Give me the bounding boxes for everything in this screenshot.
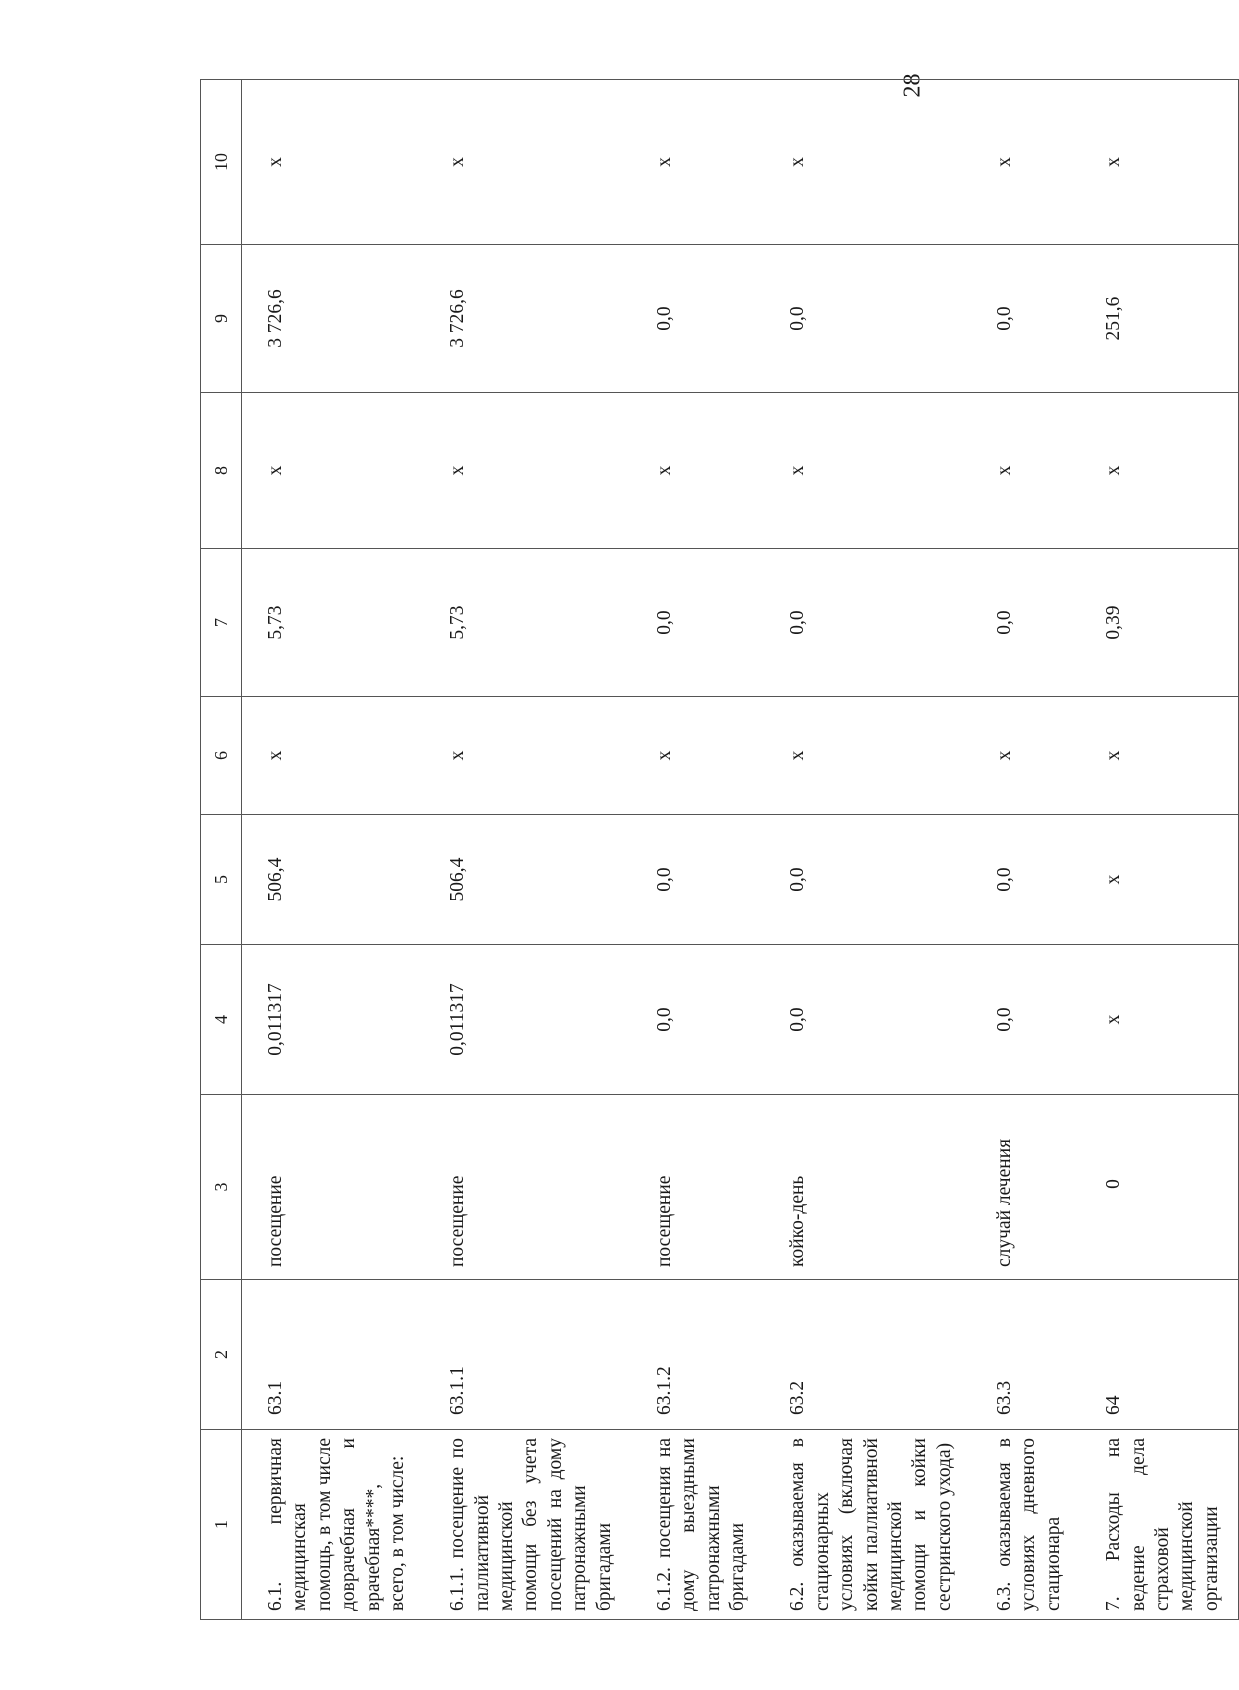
cell: x — [1080, 815, 1238, 945]
cell: 0,011317 — [242, 945, 425, 1095]
table-row — [424, 80, 631, 1620]
cell: 0,39 — [1080, 549, 1238, 697]
row-unit: случай лечения — [971, 1095, 1080, 1280]
row-unit: посещение — [424, 1095, 631, 1280]
cell: 0,0 — [971, 945, 1080, 1095]
cell: x — [631, 697, 765, 815]
column-header: 4 — [201, 945, 242, 1095]
cell: 0,0 — [764, 945, 971, 1095]
row-code: 63.3 — [971, 1280, 1080, 1430]
cell: 5,73 — [424, 549, 631, 697]
row-label: 6.3. оказываемая в условиях дневного стационара — [971, 1430, 1080, 1620]
row-code: 63.1.1 — [424, 1280, 631, 1430]
cell: 506,4 — [424, 815, 631, 945]
table-row — [242, 80, 425, 1620]
cell: 0,0 — [631, 945, 765, 1095]
row-label: 7. Расходы на ведение дела страховой медицинской организации — [1080, 1430, 1238, 1620]
cell: x — [242, 80, 425, 245]
cell: x — [764, 393, 971, 549]
row-unit: посещение — [242, 1095, 425, 1280]
cell: x — [424, 80, 631, 245]
table-row — [971, 80, 1080, 1620]
row-code: 63.1 — [242, 1280, 425, 1430]
row-unit: посещение — [631, 1095, 765, 1280]
cell: 0,011317 — [424, 945, 631, 1095]
cell: x — [764, 697, 971, 815]
cell: 0,0 — [764, 549, 971, 697]
cell: x — [1080, 697, 1238, 815]
cell: x — [1080, 80, 1238, 245]
cell: 0,0 — [631, 245, 765, 393]
row-unit: койко-день — [764, 1095, 971, 1280]
table-row — [631, 80, 765, 1620]
cell: x — [242, 697, 425, 815]
cell: 0,0 — [971, 245, 1080, 393]
cell: x — [424, 697, 631, 815]
cell: x — [424, 393, 631, 549]
row-label: 6.1. первичная медицинская помощь, в том числе доврачебная и врачебная****, всего, в том числе: — [242, 1430, 425, 1620]
cell: 251,6 — [1080, 245, 1238, 393]
column-header: 3 — [201, 1095, 242, 1280]
cell: 3 726,6 — [242, 245, 425, 393]
cell: 0,0 — [631, 549, 765, 697]
column-header: 10 — [201, 80, 242, 245]
table-row — [1080, 80, 1238, 1620]
cell: x — [1080, 945, 1238, 1095]
cell: 506,4 — [242, 815, 425, 945]
column-header: 5 — [201, 815, 242, 945]
cell: 0,0 — [764, 815, 971, 945]
column-header: 9 — [201, 245, 242, 393]
row-label: 6.1.1. посещение по паллиативной медицинской помощи без учета посещений на дому патронажными бригадами — [424, 1430, 631, 1620]
cell: x — [764, 80, 971, 245]
column-header: 6 — [201, 697, 242, 815]
cell: 0,0 — [971, 815, 1080, 945]
cell: 0,0 — [764, 245, 971, 393]
cell: x — [1080, 393, 1238, 549]
row-code: 63.1.2 — [631, 1280, 765, 1430]
header-row — [201, 80, 242, 1620]
page-number: 28 — [899, 73, 926, 98]
cell: x — [971, 80, 1080, 245]
cell: x — [242, 393, 425, 549]
cell: 5,73 — [242, 549, 425, 697]
table-row — [764, 80, 971, 1620]
cell: x — [631, 80, 765, 245]
cell: x — [971, 697, 1080, 815]
column-header: 2 — [201, 1280, 242, 1430]
column-header: 1 — [201, 1430, 242, 1620]
cell: x — [631, 393, 765, 549]
row-unit: 0 — [1080, 1095, 1238, 1280]
cell: 0,0 — [631, 815, 765, 945]
cell: 3 726,6 — [424, 245, 631, 393]
row-label: 6.2. оказываемая в стационарных условиях (включая койки паллиативной медицинской помощи и койки сестринского ухода) — [764, 1430, 971, 1620]
row-label: 6.1.2. посещения на дому выездными патронажными бригадами — [631, 1430, 765, 1620]
column-header: 7 — [201, 549, 242, 697]
rotated-table-container — [200, 80, 1222, 1620]
cell: 0,0 — [971, 549, 1080, 697]
row-code: 63.2 — [764, 1280, 971, 1430]
cell: x — [971, 393, 1080, 549]
row-code: 64 — [1080, 1280, 1238, 1430]
data-table — [200, 79, 1239, 1620]
column-header: 8 — [201, 393, 242, 549]
